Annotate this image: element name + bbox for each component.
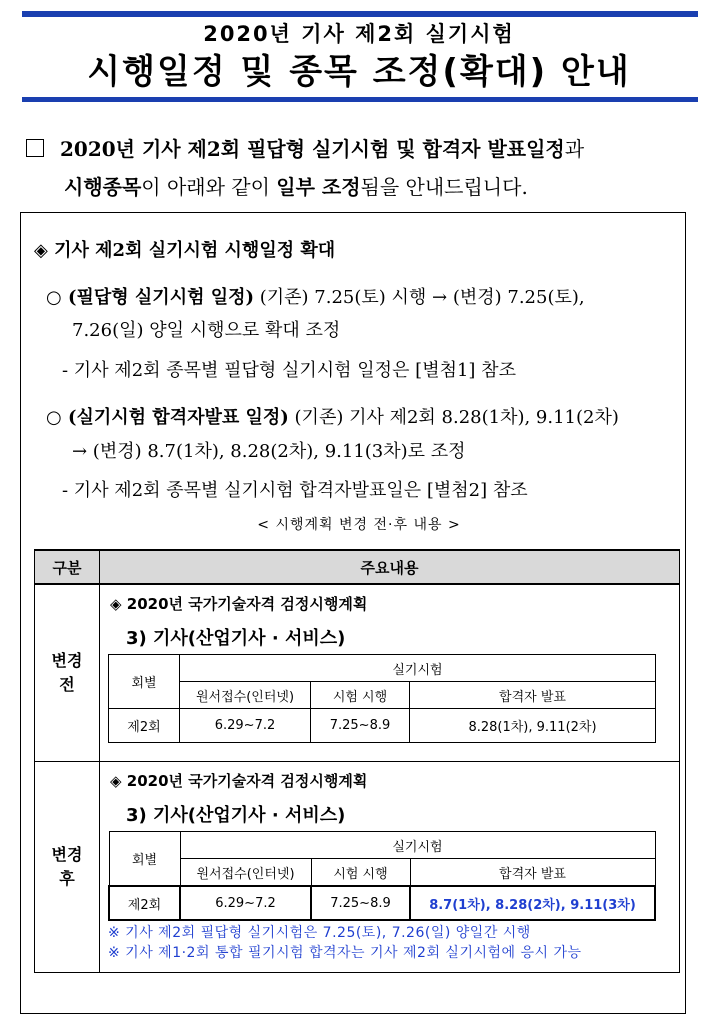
item1-note: - 기사 제2회 종목별 필답형 실기시험 일정은 [별첨1] 참조 bbox=[62, 360, 516, 381]
intro-bold-2: 시행종목 bbox=[64, 175, 142, 199]
item2-line1 bbox=[46, 403, 619, 429]
plan-title: ◈ 2020년 국가기술자격 검정시행계획 bbox=[110, 595, 368, 613]
section-title: ◈ 기사 제2회 실기시험 시행일정 확대 bbox=[34, 240, 336, 261]
practical-header: 실기시험 bbox=[180, 655, 656, 682]
intro-text-3: 됨을 안내드립니다. bbox=[360, 175, 528, 199]
result-header: 합격자 발표 bbox=[410, 682, 656, 709]
exam-cell: 7.25~8.9 bbox=[311, 709, 410, 743]
reg-cell: 6.29~7.2 bbox=[180, 886, 311, 920]
table-header-row bbox=[35, 550, 680, 584]
item2-bold: ○ (실기시험 합격자발표 일정) bbox=[46, 407, 289, 428]
table-caption: < 시행계획 변경 전·후 내용 > bbox=[257, 517, 461, 533]
intro-text-1: 과 bbox=[564, 137, 585, 161]
before-content bbox=[100, 584, 680, 762]
header-title: 시행일정 및 종목 조정(확대) 안내 bbox=[87, 52, 631, 92]
reg-header: 원서접수(인터넷) bbox=[180, 859, 311, 887]
header-subtitle: 2020년 기사 제2회 실기시험 bbox=[203, 22, 515, 46]
item2-rest: (기존) 기사 제2회 8.28(1차), 9.11(2차) bbox=[288, 407, 619, 428]
header-bottom-bar bbox=[22, 97, 698, 102]
item2-line2: → (변경) 8.7(1차), 8.28(2차), 9.11(3차)로 조정 bbox=[72, 441, 466, 462]
sub-title: 3) 기사(산업기사 · 서비스) bbox=[126, 805, 346, 826]
exam-cell: 7.25~8.9 bbox=[311, 886, 410, 920]
item2-note: - 기사 제2회 종목별 실기시험 합격자발표일은 [별첨2] 참조 bbox=[62, 480, 528, 501]
item1-bold: ○ (필답형 실기시험 일정) bbox=[46, 287, 255, 308]
exam-header: 시험 시행 bbox=[311, 682, 410, 709]
round-cell: 제2회 bbox=[109, 709, 180, 743]
sub-title: 3) 기사(산업기사 · 서비스) bbox=[126, 628, 346, 649]
square-bullet-icon bbox=[26, 139, 44, 157]
plan-title: ◈ 2020년 국가기술자격 검정시행계획 bbox=[110, 772, 368, 790]
result-cell-changed: 8.7(1차), 8.28(2차), 9.11(3차) bbox=[410, 886, 655, 920]
practical-header: 실기시험 bbox=[180, 832, 655, 859]
reg-cell: 6.29~7.2 bbox=[180, 709, 311, 743]
header-top-bar bbox=[22, 11, 698, 17]
note-2: ※ 기사 제1·2회 통합 필기시험 합격자는 기사 제2회 실기시험에 응시 가능 bbox=[108, 945, 582, 961]
intro-bold-1: 2020년 기사 제2회 필답형 실기시험 및 합격자 발표일정 bbox=[60, 137, 565, 161]
header-content: 주요내용 bbox=[100, 550, 680, 584]
header-category: 구분 bbox=[35, 550, 100, 584]
reg-header: 원서접수(인터넷) bbox=[180, 682, 311, 709]
after-label: 변경 후 bbox=[35, 762, 100, 973]
after-schedule-table bbox=[108, 831, 656, 921]
round-header: 회별 bbox=[109, 832, 180, 887]
item1-line2: 7.26(일) 양일 시행으로 확대 조정 bbox=[72, 320, 341, 341]
after-content bbox=[100, 762, 680, 973]
round-header: 회별 bbox=[109, 655, 180, 709]
intro-paragraph bbox=[26, 130, 696, 206]
result-cell: 8.28(1차), 9.11(2차) bbox=[410, 709, 656, 743]
round-cell: 제2회 bbox=[109, 886, 180, 920]
before-label: 변경 전 bbox=[35, 584, 100, 762]
before-schedule-table bbox=[108, 654, 656, 743]
notes bbox=[108, 923, 679, 963]
result-header: 합격자 발표 bbox=[410, 859, 655, 887]
intro-text-2: 이 아래와 같이 bbox=[141, 175, 277, 199]
change-table bbox=[34, 549, 680, 973]
before-row bbox=[35, 584, 680, 762]
intro-bold-3: 일부 조정 bbox=[276, 175, 361, 199]
note-1: ※ 기사 제2회 필답형 실기시험은 7.25(토), 7.26(일) 양일간 시행 bbox=[108, 925, 531, 941]
exam-header: 시험 시행 bbox=[311, 859, 410, 887]
item1-line1 bbox=[46, 283, 585, 309]
item1-rest: (기존) 7.25(토) 시행 → (변경) 7.25(토), bbox=[254, 287, 585, 308]
after-row bbox=[35, 762, 680, 973]
